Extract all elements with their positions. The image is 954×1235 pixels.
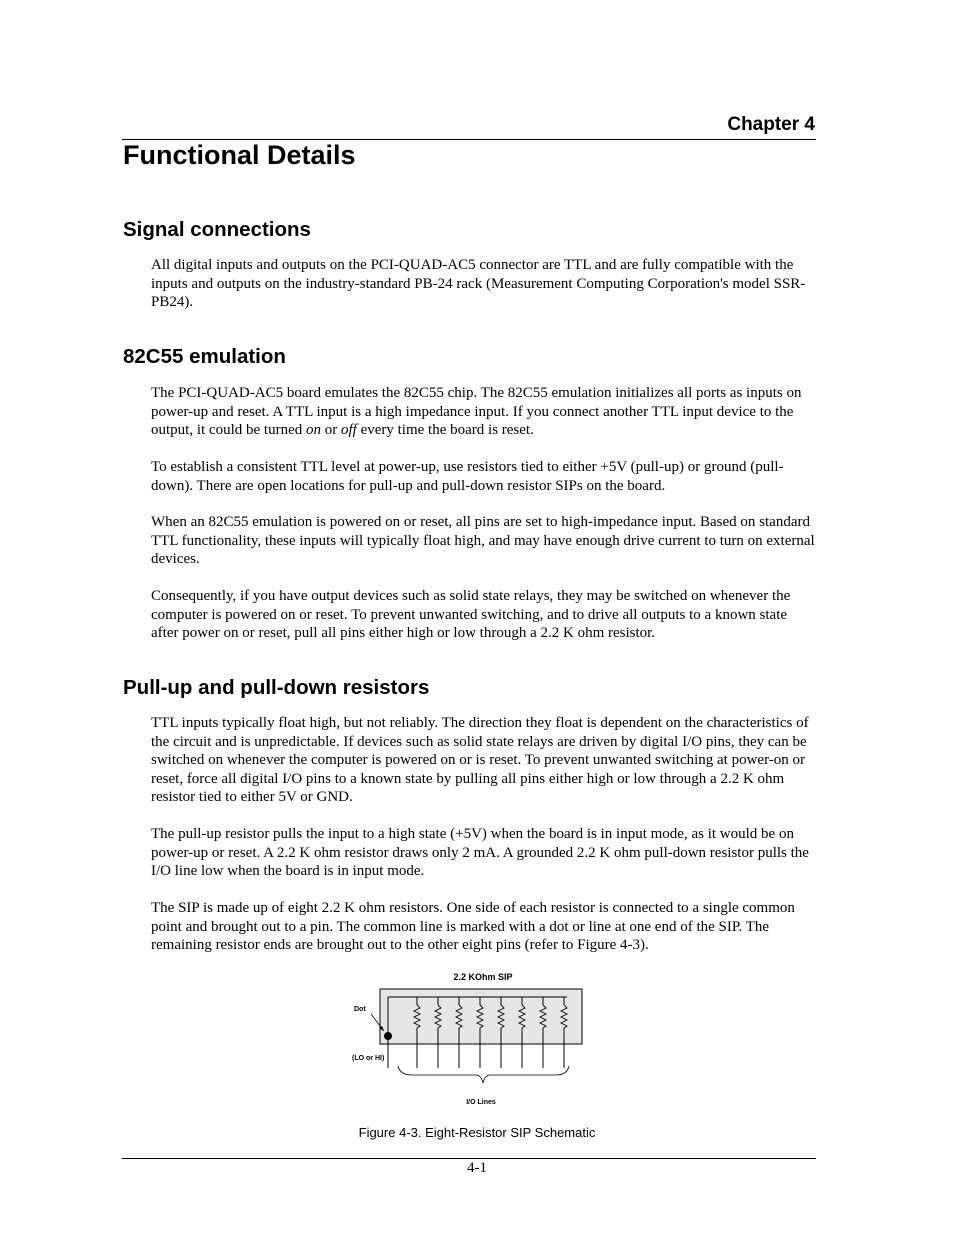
sip-schematic-figure (340, 965, 600, 1115)
emulation-paragraph-1: The PCI-QUAD-AC5 board emulates the 82C55 chip. The 82C55 emulation initializes all ports as inputs on power-up and reset. A TTL input is a high impedance input. If you connect another TTL input device to the output, it could be turned on or off every time the board is reset. (151, 385, 802, 438)
io-brace (398, 1066, 569, 1083)
figure-caption: Figure 4-3. Eight-Resistor SIP Schematic (358, 1125, 596, 1140)
section-heading-pull-resistors: Pull-up and pull-down resistors (123, 676, 430, 699)
page-number: 4-1 (467, 1160, 487, 1176)
pull-resistors-paragraph-3: The SIP is made up of eight 2.2 K ohm resistors. One side of each resistor is connected to a single common point and brought out to a pin. The common line is marked with a dot or line at one end of the SIP. The remaining resistor ends are brought out to the other eight pins (refer to Figure 4-3). (151, 900, 795, 953)
section-heading-82c55-emulation: 82C55 emulation (123, 345, 286, 368)
dot-label: Dot (354, 1006, 366, 1013)
chapter-label: Chapter 4 (727, 114, 815, 135)
pull-resistors-paragraph-1: TTL inputs typically float high, but not reliably. The direction they float is dependent on the characteristics of the circuit and is unpredictable. If devices such as solid state relays are driven by digital I/O pins, they can be switched on whenever the computer is powered on or is reset. To prevent unwanted switching at power-on or reset, force all digital I/O pins to a known state by pulling all pins either high or low through a 2.2 K ohm resistor tied to either 5V or GND. (151, 715, 809, 805)
emulation-paragraph-2: To establish a consistent TTL level at power-up, use resistors tied to either +5V (pull-up) or ground (pull-down). There are open locations for pull-up and pull-down resistor SIPs on the board. (151, 459, 784, 494)
emulation-paragraph-4: Consequently, if you have output devices such as solid state relays, they may be switched on whenever the computer is powered on or reset. To prevent unwanted switching, and to drive all outputs to a known state after power on or reset, pull all pins either high or low through a 2.2 K ohm resistor. (151, 588, 791, 641)
sip-schematic-diagram (340, 965, 600, 1115)
pull-resistors-paragraph-2: The pull-up resistor pulls the input to a high state (+5V) when the board is in input mode, as it would be on power-up or reset. A 2.2 K ohm resistor draws only 2 mA. A grounded 2.2 K ohm pull-down resistor pulls the I/O line low when the board is in input mode. (151, 826, 809, 879)
signal-connections-paragraph: All digital inputs and outputs on the PCI-QUAD-AC5 connector are TTL and are fully compatible with the inputs and outputs on the industry-standard PB-24 rack (Measurement Computing Corporation's model SSR-PB24). (151, 257, 806, 310)
sip-title: 2.2 KOhm SIP (453, 972, 513, 982)
lohi-label: (LO or HI) (352, 1055, 385, 1062)
io-lines-label: I/O Lines (466, 1099, 496, 1106)
emulation-paragraph-3: When an 82C55 emulation is powered on or reset, all pins are set to high-impedance input. Based on standard TTL functionality, these inputs will typically float high, and may have enough drive current to turn on external devices. (151, 514, 815, 567)
page-title: Functional Details (123, 140, 356, 170)
section-heading-signal-connections: Signal connections (123, 218, 311, 241)
pin1-dot (384, 1032, 392, 1040)
footer-rule (122, 1158, 816, 1159)
